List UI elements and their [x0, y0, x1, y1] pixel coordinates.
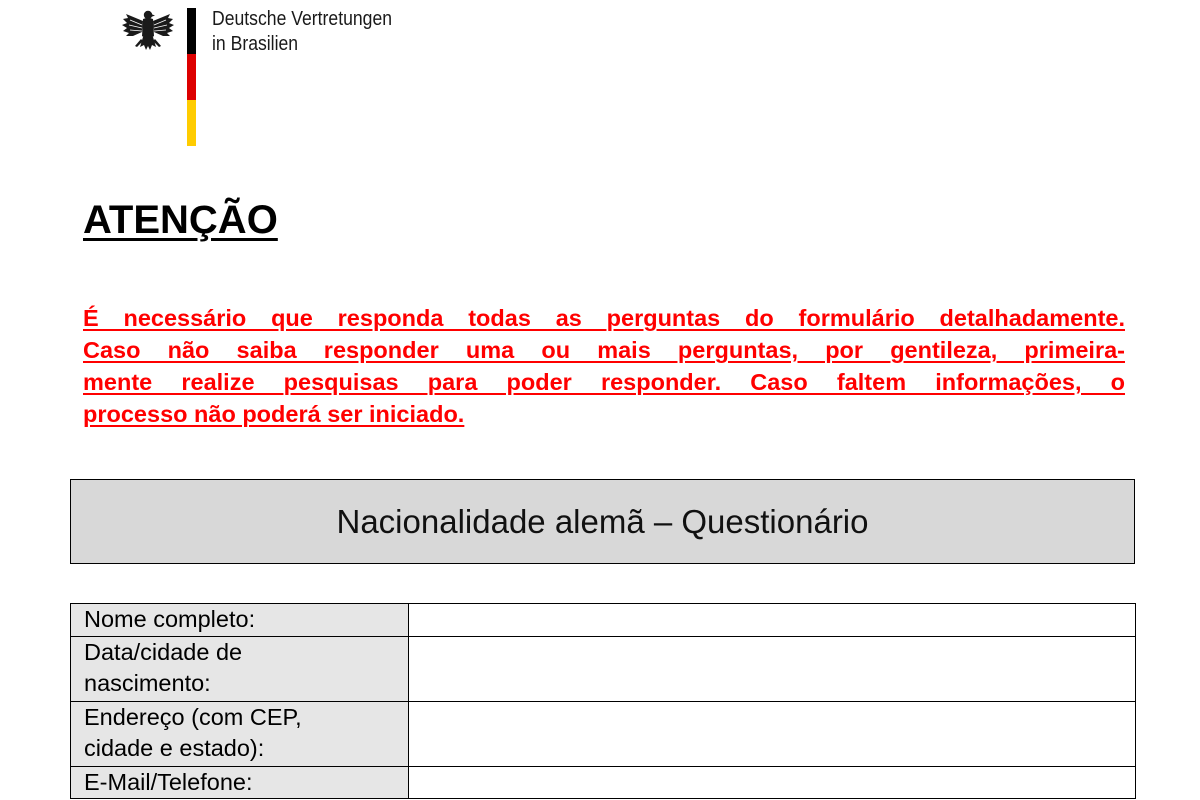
flag-stripe-black [187, 8, 196, 54]
org-name-line2: in Brasilien [212, 33, 299, 55]
flag-stripe-red [187, 54, 196, 100]
warning-line: mente realize pesquisas para poder responder. Caso faltem informações, o [83, 369, 1125, 395]
table-row [71, 637, 1136, 702]
field-label-address [71, 702, 409, 767]
german-flag-bar [187, 8, 196, 146]
warning-line: Caso não saiba responder uma ou mais perguntas, por gentileza, primeira- [83, 337, 1125, 363]
organization-name [212, 7, 392, 57]
warning-paragraph [83, 302, 1125, 430]
field-label-full-name [71, 604, 409, 637]
table-row [71, 767, 1136, 799]
table-row [71, 702, 1136, 767]
field-label-contact [71, 767, 409, 799]
warning-line: É necessário que responda todas as perguntas do formulário detalhadamente. [83, 305, 1125, 331]
field-label-text: Endereço (com CEP, cidade e estado): [84, 704, 302, 761]
questionnaire-table [70, 603, 1136, 799]
field-label-text: E-Mail/Telefone: [84, 769, 253, 795]
email-phone-field[interactable] [409, 767, 1136, 799]
federal-eagle-icon [120, 6, 176, 60]
field-label-text: Data/cidade de nascimento: [84, 639, 243, 696]
field-label-birth [71, 637, 409, 702]
form-title-box [70, 479, 1135, 564]
full-name-field[interactable] [409, 604, 1136, 637]
org-name-line1: Deutsche Vertretungen [212, 8, 393, 30]
table-row [71, 604, 1136, 637]
attention-heading: ATENÇÃO [83, 198, 278, 242]
address-field[interactable] [409, 702, 1136, 767]
form-title: Nacionalidade alemã – Questionário [336, 502, 869, 540]
field-label-text: Nome completo: [84, 606, 256, 632]
warning-line: processo não poderá ser iniciado. [83, 401, 465, 427]
flag-stripe-gold [187, 100, 196, 146]
birth-date-city-field[interactable] [409, 637, 1136, 702]
